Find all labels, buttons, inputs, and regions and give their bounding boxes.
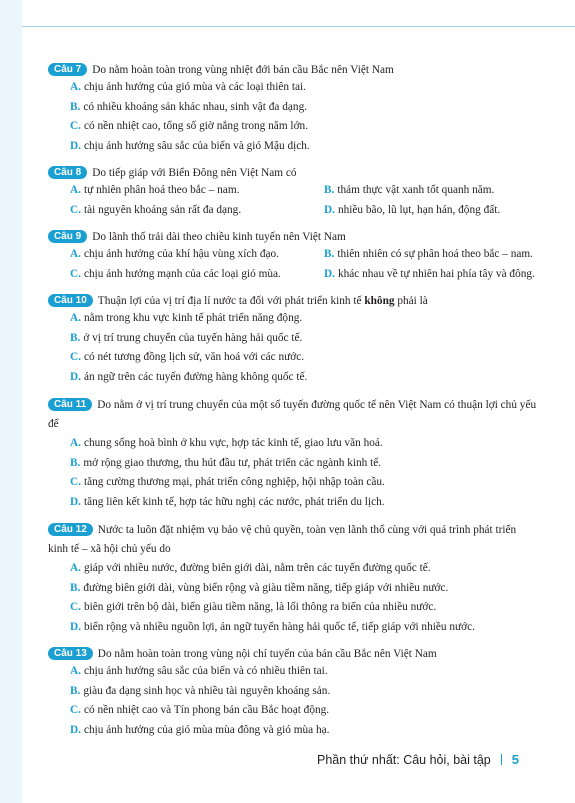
page-number: 5 <box>511 752 519 767</box>
question-badge: Câu 12 <box>48 523 93 536</box>
question-text: Do nằm ở vị trí trung chuyển của một số tuyến đường quốc tế nên Việt Nam có thuận lợi chủ yếu để <box>48 399 537 430</box>
question-list <box>48 62 538 749</box>
options <box>70 245 538 284</box>
footer-section-title: Phần thứ nhất: Câu hỏi, bài tập <box>316 753 491 767</box>
question-7 <box>48 62 538 156</box>
option-b: B. có nhiều khoáng sản khác nhau, sinh vật đa dạng. <box>70 100 308 113</box>
option-a: A. tự nhiên phân hoá theo bắc – nam. <box>70 184 240 196</box>
options <box>70 434 538 512</box>
option-c: C. biên giới trên bộ dài, biển giàu tiềm năng, là lối thông ra biển của nhiều nước. <box>70 601 437 613</box>
option-c: C. chịu ảnh hưởng mạnh của các loại gió mùa. <box>70 267 281 280</box>
question-badge: Câu 10 <box>48 294 93 307</box>
option-c: C. tài nguyên khoáng sản rất đa dạng. <box>70 203 242 216</box>
question-9 <box>48 229 538 284</box>
option-b: B. giàu đa dạng sinh học và nhiều tài nguyên khoáng sản. <box>70 684 331 697</box>
question-stem <box>48 62 538 78</box>
option-a: A. chịu ảnh hưởng của khí hậu vùng xích đạo. <box>70 248 279 260</box>
footer-separator <box>501 754 502 765</box>
options <box>70 181 538 220</box>
option-d: D. tăng liên kết kinh tế, hợp tác hữu nghị các nước, phát triển du lịch. <box>70 495 385 508</box>
options <box>70 309 538 387</box>
top-rule <box>22 26 575 27</box>
option-d: D. khác nhau về tự nhiên hai phía tây và đông. <box>324 267 535 280</box>
option-a: A. chung sống hoà bình ở khu vực, hợp tác kinh tế, giao lưu văn hoá. <box>70 437 383 449</box>
question-stem <box>48 165 538 181</box>
question-stem <box>48 646 538 662</box>
option-d: D. chịu ảnh hưởng của gió mùa mùa đông và gió mùa hạ. <box>70 723 330 736</box>
option-d: D. biển rộng và nhiều nguồn lợi, án ngữ tuyến hàng hải quốc tế, tiếp giáp với nhiều nước. <box>70 620 475 633</box>
options <box>70 559 538 637</box>
question-stem <box>48 396 538 434</box>
question-text: Do nằm hoàn toàn trong vùng nhiệt đới bán cầu Bắc nên Việt Nam <box>92 64 394 76</box>
question-badge: Câu 7 <box>48 63 87 76</box>
question-11 <box>48 396 538 512</box>
option-d: D. án ngữ trên các tuyến đường hàng không quốc tế. <box>70 370 308 383</box>
question-badge: Câu 9 <box>48 230 87 243</box>
question-stem <box>48 229 538 245</box>
question-stem <box>48 521 538 559</box>
option-a: A. nằm trong khu vực kinh tế phát triển năng động. <box>70 312 303 324</box>
question-text: Do lãnh thổ trải dài theo chiều kinh tuyến nên Việt Nam <box>92 231 346 243</box>
option-a: A. giáp với nhiều nước, đường biên giới dài, nằm trên các tuyến đường quốc tế. <box>70 562 431 574</box>
option-c: C. có nền nhiệt cao và Tín phong bán cầu Bắc hoạt động. <box>70 704 330 716</box>
question-text-after: phải là <box>394 295 428 307</box>
option-b: B. ở vị trí trung chuyển của tuyến hàng hải quốc tế. <box>70 331 303 344</box>
option-d: D. nhiều bão, lũ lụt, hạn hán, động đất. <box>324 203 501 216</box>
question-text: Do tiếp giáp với Biển Đông nên Việt Nam có <box>92 167 297 179</box>
option-b: B. mở rộng giao thương, thu hút đầu tư, phát triển các ngành kinh tế. <box>70 456 382 469</box>
option-b: B. thiên nhiên có sự phân hoá theo bắc – nam. <box>324 248 533 260</box>
question-badge: Câu 8 <box>48 166 87 179</box>
question-stem <box>48 293 538 309</box>
question-bold-word: không <box>364 295 395 307</box>
question-13 <box>48 646 538 740</box>
question-text: Do nằm hoàn toàn trong vùng nội chí tuyến của bán cầu Bắc nên Việt Nam <box>97 648 437 660</box>
page-footer <box>317 752 519 767</box>
option-b: B. đường biên giới dài, vùng biển rộng và giàu tiềm năng, tiếp giáp với nhiều nước. <box>70 581 449 594</box>
question-8 <box>48 165 538 220</box>
option-c: C. có nền nhiệt cao, tổng số giờ nắng trong năm lớn. <box>70 120 309 132</box>
question-badge: Câu 11 <box>48 398 92 411</box>
options <box>70 78 538 156</box>
question-text: Nước ta luôn đặt nhiệm vụ bảo vệ chủ quyền, toàn vẹn lãnh thổ cùng với quá trình phát triển kinh tế – xã hội chủ yếu do <box>48 524 517 555</box>
option-b: B. thảm thực vật xanh tốt quanh năm. <box>324 184 495 196</box>
options <box>70 662 538 740</box>
option-a: A. chịu ảnh hưởng của gió mùa và các loại thiên tai. <box>70 81 306 93</box>
option-d: D. chịu ảnh hưởng sâu sắc của biển và gió Mậu dịch. <box>70 139 310 152</box>
option-c: C. có nét tương đồng lịch sử, văn hoá với các nước. <box>70 351 305 363</box>
question-badge: Câu 13 <box>48 647 93 660</box>
question-12 <box>48 521 538 637</box>
question-text: Thuận lợi của vị trí địa lí nước ta đối với phát triển kinh tế <box>97 295 362 307</box>
option-a: A. chịu ảnh hưởng sâu sắc của biển và có nhiều thiên tai. <box>70 665 328 677</box>
left-side-band <box>0 0 22 803</box>
question-10 <box>48 293 538 387</box>
option-c: C. tăng cường thương mại, phát triển công nghiệp, hội nhập toàn cầu. <box>70 476 385 488</box>
